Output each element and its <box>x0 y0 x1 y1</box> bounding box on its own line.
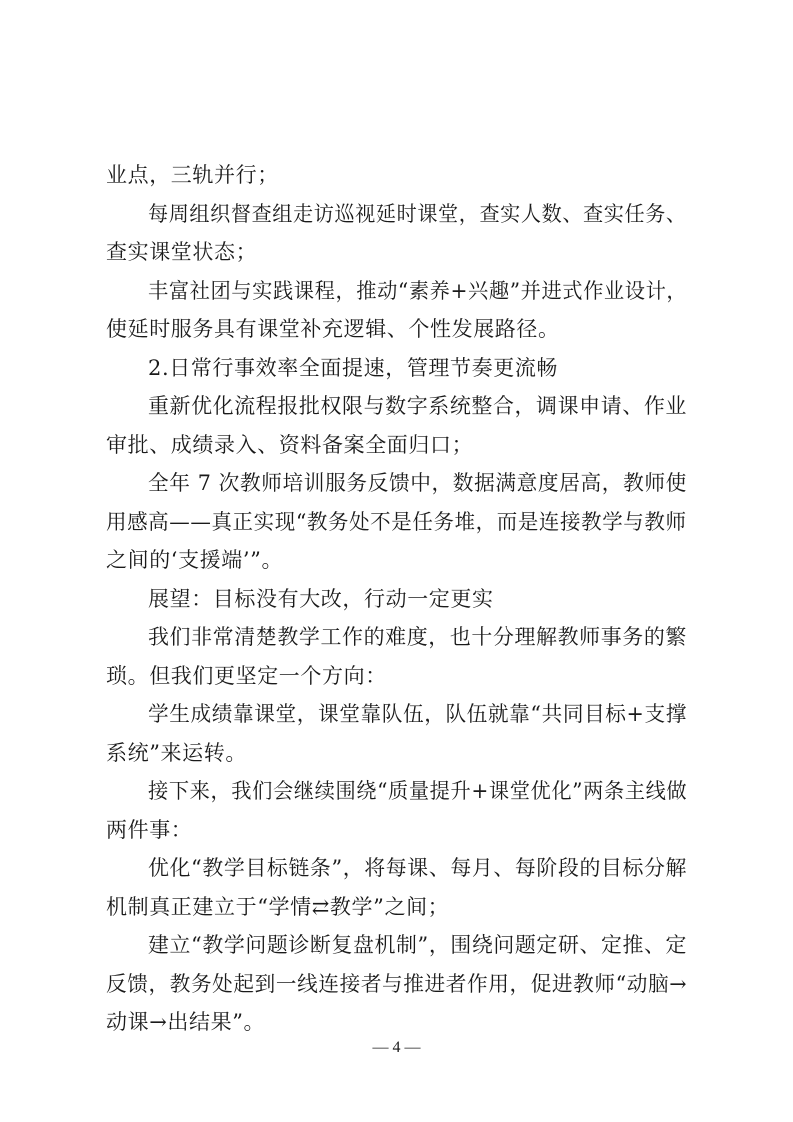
text-line-17: 接下来，我们会继续围绕“质量提升+课堂优化”两条主线做 <box>148 779 688 803</box>
text-line-22: 反馈，教务处起到一线连接者与推进者作用，促进教师“动脑→ <box>106 972 688 996</box>
section-heading: 2.日常行事效率全面提速，管理节奏更流畅 <box>148 356 559 380</box>
text-line-15: 学生成绩靠课堂，课堂靠队伍，队伍就靠“共同目标+支撑 <box>148 702 687 726</box>
text-line-4: 丰富社团与实践课程，推动“素养+兴趣”并进式作业设计， <box>148 279 688 303</box>
text-line-18: 两件事： <box>106 818 193 842</box>
text-line-23: 动课→出结果”。 <box>106 1010 266 1034</box>
text-line-16: 系统”来运转。 <box>106 741 247 765</box>
text-line-20: 机制真正建立于“学情⇄教学”之间； <box>106 895 450 919</box>
section-heading-outlook: 展望：目标没有大改，行动一定更实 <box>148 587 494 611</box>
text-line-7: 重新优化流程报批权限与数字系统整合，调课申请、作业 <box>148 394 687 418</box>
text-line-13: 我们非常清楚教学工作的难度，也十分理解教师事务的繁 <box>148 625 687 649</box>
text-line-3: 查实课堂状态； <box>106 240 258 264</box>
text-line-1: 业点，三轨并行； <box>106 163 279 187</box>
text-line-14: 琐。但我们更坚定一个方向： <box>106 664 387 688</box>
page-number: — 4 — <box>372 1039 421 1056</box>
text-line-21: 建立“教学问题诊断复盘机制”，围绕问题定研、定推、定 <box>148 933 688 957</box>
text-line-2: 每周组织督查组走访巡视延时课堂，查实人数、查实任务、 <box>148 202 687 226</box>
text-line-10: 用感高——真正实现“教务处不是任务堆，而是连接教学与教师 <box>106 510 687 534</box>
text-line-19: 优化“教学目标链条”，将每课、每月、每阶段的目标分解 <box>148 856 688 880</box>
text-line-9: 全年 7 次教师培训服务反馈中，数据满意度居高，教师使 <box>148 471 687 495</box>
text-line-5: 使延时服务具有课堂补充逻辑、个性发展路径。 <box>106 317 560 341</box>
text-line-8: 审批、成绩录入、资料备案全面归口； <box>106 433 474 457</box>
text-line-11: 之间的‘支援端’”。 <box>106 548 284 572</box>
